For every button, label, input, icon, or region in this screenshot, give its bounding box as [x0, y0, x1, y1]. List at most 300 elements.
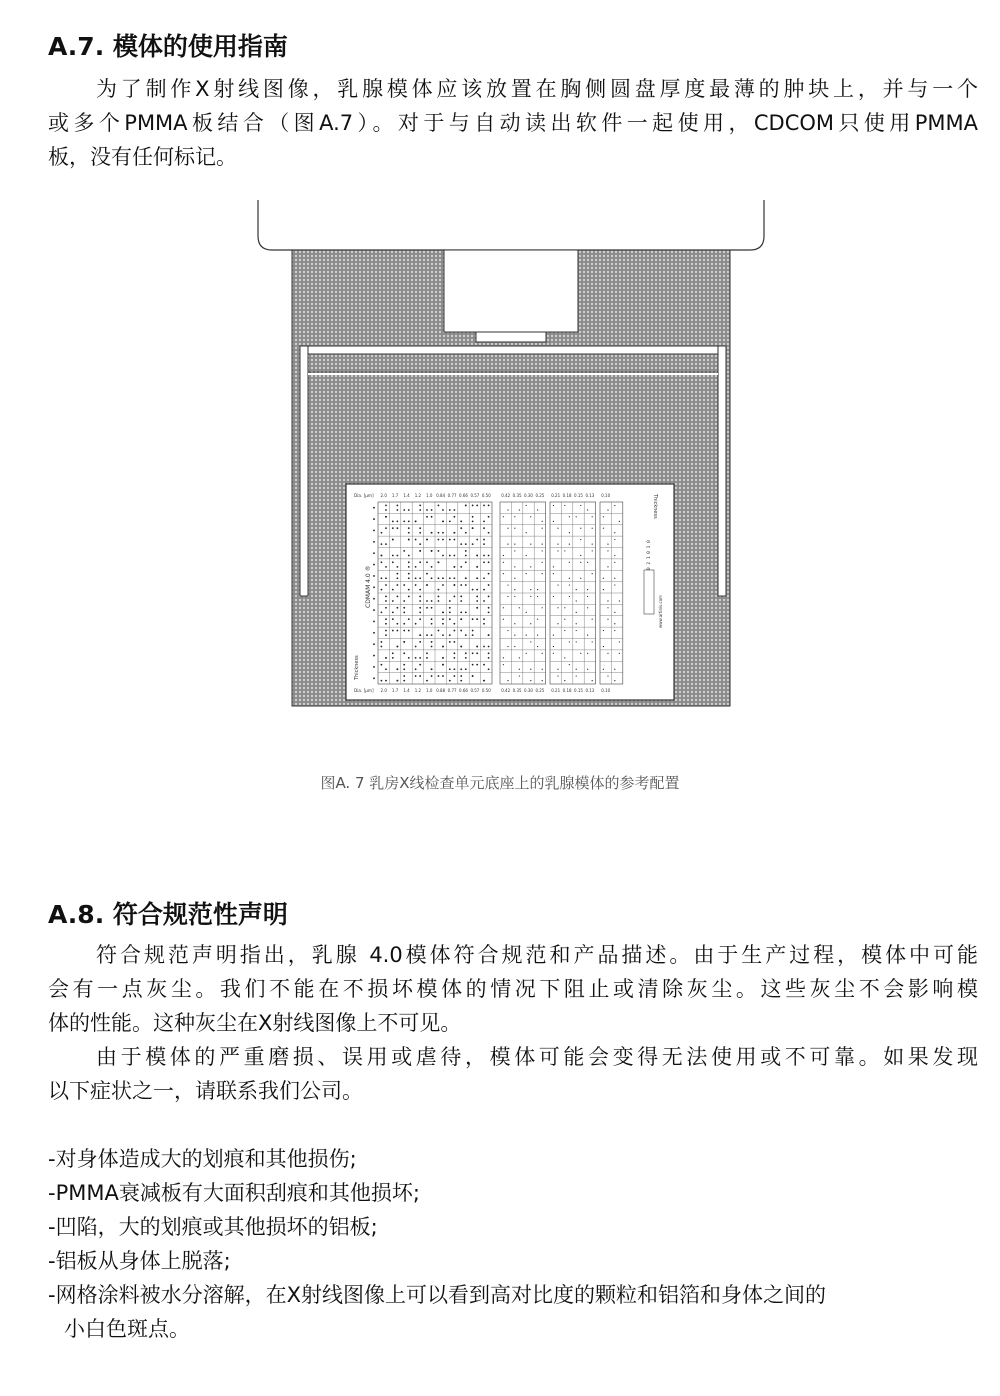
contrast-disc: [530, 543, 531, 544]
contrast-disc: [507, 528, 508, 529]
contrast-disc: [431, 646, 433, 648]
contrast-disc: [449, 509, 451, 511]
contrast-disc: [419, 505, 421, 507]
contrast-disc: [569, 532, 570, 533]
contrast-disc: [385, 668, 387, 670]
contrast-disc: [449, 520, 451, 522]
contrast-disc: [576, 600, 577, 601]
contrast-disc: [592, 528, 593, 529]
contrast-disc: [442, 646, 444, 648]
contrast-disc: [514, 516, 515, 517]
contrast-disc: [564, 619, 565, 620]
contrast-disc: [408, 573, 410, 575]
contrast-disc: [408, 520, 410, 522]
contrast-disc: [426, 509, 428, 511]
contrast-disc: [408, 532, 410, 534]
contrast-disc: [472, 589, 474, 591]
contrast-disc: [385, 623, 387, 625]
contrast-disc: [614, 612, 615, 613]
contrast-disc: [483, 527, 485, 529]
contrast-disc: [603, 589, 604, 590]
contrast-disc: [542, 607, 543, 608]
contrast-disc: [403, 623, 405, 625]
contrast-disc: [385, 600, 387, 602]
diameter-tick-label: 0.13: [585, 688, 595, 693]
contrast-disc: [449, 555, 451, 557]
contrast-disc: [472, 543, 474, 545]
contrast-disc: [392, 561, 394, 563]
contrast-disc: [403, 664, 405, 666]
diameter-tick-label: 0.15: [574, 493, 583, 498]
contrast-disc: [488, 584, 490, 586]
contrast-disc: [587, 596, 588, 597]
contrast-disc: [442, 509, 444, 511]
diameter-tick-label: 1.2: [414, 688, 422, 693]
contrast-disc: [553, 634, 554, 635]
contrast-disc: [419, 532, 421, 534]
serial-label: 0 2 1 0 1 0: [647, 540, 652, 570]
contrast-disc: [553, 521, 554, 522]
contrast-disc: [483, 589, 485, 591]
contrast-disc: [408, 539, 410, 541]
contrast-disc: [403, 652, 405, 654]
contrast-disc: [408, 566, 410, 568]
contrast-disc: [431, 516, 433, 518]
contrast-disc: [438, 675, 440, 677]
contrast-disc: [483, 539, 485, 541]
contrast-disc: [603, 646, 604, 647]
contrast-disc: [614, 669, 615, 670]
contrast-disc: [503, 607, 504, 608]
contrast-disc: [415, 646, 417, 648]
contrast-disc: [519, 509, 520, 510]
contrast-disc: [603, 516, 604, 517]
contrast-disc: [472, 516, 474, 518]
contrast-disc: [415, 539, 417, 541]
a7-paragraph-line-2: 或多个PMMA板结合（图A.7）。对于与自动读出软件一起使用，CDCOM只使用PMMA: [48, 111, 978, 135]
thickness-row-label: Thickness: [354, 655, 360, 680]
contrast-disc: [426, 652, 428, 654]
contrast-disc: [453, 630, 455, 632]
contrast-disc: [476, 664, 478, 666]
contrast-disc: [381, 611, 383, 613]
contrast-disc: [419, 509, 421, 511]
contrast-disc: [557, 584, 558, 585]
contrast-disc: [385, 634, 387, 636]
contrast-disc: [442, 577, 444, 579]
contrast-disc: [553, 566, 554, 567]
contrast-disc: [419, 641, 421, 643]
compression-paddle: [258, 200, 764, 250]
contrast-disc: [476, 539, 478, 541]
list-item: -网格涂料被水分溶解，在X射线图像上可以看到高对比度的颗粒和铝箔和身体之间的: [48, 1283, 826, 1307]
contrast-disc: [553, 653, 554, 654]
diameter-tick-label: 2.0: [380, 493, 387, 498]
contrast-disc: [385, 516, 387, 518]
contrast-disc: [449, 611, 451, 613]
contrast-disc: [553, 646, 554, 647]
contrast-disc: [488, 532, 490, 534]
contrast-disc: [607, 566, 608, 567]
list-item-continuation: 小白色斑点。: [64, 1317, 190, 1341]
contrast-disc: [542, 528, 543, 529]
contrast-disc: [542, 521, 543, 522]
contrast-disc: [381, 646, 383, 648]
contrast-disc: [530, 680, 531, 681]
contrast-disc: [587, 653, 588, 654]
contrast-disc: [396, 509, 398, 511]
contrast-disc: [592, 516, 593, 517]
thickness-marker: [373, 507, 375, 509]
contrast-disc: [385, 618, 387, 620]
contrast-disc: [569, 664, 570, 665]
contrast-disc: [396, 607, 398, 609]
contrast-disc: [576, 675, 577, 676]
contrast-disc: [530, 589, 531, 590]
contrast-disc: [396, 596, 398, 598]
contrast-disc: [453, 584, 455, 586]
diameter-tick-label: 1.4: [403, 493, 410, 498]
contrast-disc: [607, 600, 608, 601]
contrast-disc: [419, 550, 421, 552]
diameter-tick-label: 2.0: [380, 688, 387, 693]
contrast-disc: [460, 680, 462, 682]
diameter-label-bottom: Dia. [µm]: [354, 688, 374, 693]
contrast-disc: [476, 505, 478, 507]
contrast-disc: [569, 516, 570, 517]
contrast-disc: [426, 584, 428, 586]
contrast-disc: [614, 578, 615, 579]
diameter-tick-label: 0.18: [562, 688, 572, 693]
diameter-tick-label: 1.4: [403, 688, 410, 693]
contrast-disc: [419, 675, 421, 677]
contrast-disc: [526, 634, 527, 635]
contrast-disc: [415, 623, 417, 625]
contrast-disc: [607, 550, 608, 551]
contrast-disc: [453, 539, 455, 541]
diameter-tick-label: 1.2: [414, 493, 422, 498]
contrast-disc: [453, 657, 455, 659]
contrast-disc: [557, 607, 558, 608]
contrast-disc: [472, 618, 474, 620]
contrast-disc: [592, 680, 593, 681]
contrast-disc: [415, 668, 417, 670]
contrast-disc: [403, 584, 405, 586]
contrast-disc: [442, 657, 444, 659]
contrast-disc: [472, 675, 474, 677]
contrast-disc: [569, 543, 570, 544]
diameter-tick-label: 1.0: [426, 493, 433, 498]
contrast-disc: [396, 520, 398, 522]
contrast-disc: [431, 623, 433, 625]
contrast-disc: [442, 555, 444, 557]
contrast-disc: [542, 550, 543, 551]
pmma-plate-left: [300, 346, 308, 596]
contrast-disc: [392, 589, 394, 591]
pmma-plate-inner: [308, 354, 718, 372]
contrast-disc: [431, 600, 433, 602]
diameter-tick-label: 0.30: [524, 493, 533, 498]
contrast-disc: [392, 611, 394, 613]
contrast-disc: [396, 623, 398, 625]
contrast-disc: [465, 543, 467, 545]
diameter-tick-label: 0.42: [501, 493, 511, 498]
contrast-disc: [514, 550, 515, 551]
contrast-disc: [465, 584, 467, 586]
contrast-disc: [476, 577, 478, 579]
contrast-disc: [460, 646, 462, 648]
contrast-disc: [503, 619, 504, 620]
contrast-disc: [419, 611, 421, 613]
diameter-tick-label: 0.18: [562, 493, 572, 498]
contrast-disc: [453, 566, 455, 568]
contrast-disc: [557, 528, 558, 529]
contrast-disc: [476, 652, 478, 654]
a7-paragraph-line-1: 为了制作X射线图像，乳腺模体应该放置在胸侧圆盘厚度最薄的肿块上，并与一个: [96, 77, 978, 101]
contrast-disc: [564, 607, 565, 608]
contrast-disc: [385, 527, 387, 529]
contrast-disc: [465, 555, 467, 557]
thickness-marker: [373, 575, 375, 577]
contrast-disc: [408, 577, 410, 579]
contrast-disc: [403, 509, 405, 511]
contrast-disc: [569, 578, 570, 579]
a8-paragraph2-line-2: 以下症状之一，请联系我们公司。: [48, 1079, 363, 1103]
contrast-disc: [607, 653, 608, 654]
contrast-disc: [460, 611, 462, 613]
contrast-disc: [403, 607, 405, 609]
a8-paragraph1-line-2: 会有一点灰尘。我们不能在不损坏模体的情况下阻止或清除灰尘。这些灰尘不会影响模: [48, 977, 978, 1001]
contrast-disc: [453, 652, 455, 654]
diameter-tick-label: 0.10: [601, 688, 611, 693]
contrast-disc: [465, 550, 467, 552]
contrast-disc: [431, 675, 433, 677]
contrast-disc: [385, 657, 387, 659]
contrast-disc: [580, 528, 581, 529]
contrast-disc: [569, 596, 570, 597]
contrast-disc: [449, 641, 451, 643]
contrast-disc: [438, 630, 440, 632]
contrast-disc: [564, 550, 565, 551]
contrast-disc: [476, 589, 478, 591]
contrast-disc: [507, 646, 508, 647]
diameter-tick-label: 0.35: [512, 688, 522, 693]
contrast-disc: [592, 641, 593, 642]
contrast-disc: [438, 589, 440, 591]
contrast-disc: [385, 509, 387, 511]
contrast-disc: [431, 550, 433, 552]
contrast-disc: [503, 562, 504, 563]
contrast-disc: [564, 505, 565, 506]
a8-paragraph1-line-1: 符合规范声明指出，乳腺 4.0模体符合规范和产品描述。由于生产过程，模体中可能: [96, 943, 978, 967]
contrast-disc: [488, 657, 490, 659]
contrast-disc: [442, 634, 444, 636]
contrast-disc: [472, 630, 474, 632]
contrast-disc: [614, 623, 615, 624]
base-notch: [444, 250, 578, 332]
diameter-tick-label: 0.35: [512, 493, 522, 498]
contrast-disc: [514, 596, 515, 597]
contrast-disc: [438, 532, 440, 534]
contrast-disc: [426, 634, 428, 636]
contrast-disc: [587, 589, 588, 590]
diameter-tick-label: 0.77: [447, 493, 457, 498]
contrast-disc: [476, 555, 478, 557]
contrast-disc: [453, 577, 455, 579]
contrast-disc: [465, 634, 467, 636]
contrast-disc: [557, 669, 558, 670]
thickness-marker: [373, 643, 375, 645]
contrast-disc: [580, 562, 581, 563]
contrast-disc: [449, 607, 451, 609]
contrast-disc: [385, 607, 387, 609]
figure-drawing: [250, 198, 772, 712]
contrast-disc: [537, 596, 538, 597]
contrast-disc: [553, 573, 554, 574]
contrast-disc: [431, 566, 433, 568]
contrast-disc: [453, 555, 455, 557]
diameter-tick-label: 0.57: [470, 688, 480, 693]
contrast-disc: [614, 630, 615, 631]
contrast-disc: [537, 634, 538, 635]
contrast-disc: [503, 516, 504, 517]
contrast-disc: [569, 562, 570, 563]
contrast-disc: [576, 630, 577, 631]
base-notch-tab: [476, 332, 546, 342]
contrast-disc: [415, 657, 417, 659]
contrast-disc: [472, 505, 474, 507]
contrast-disc: [503, 664, 504, 665]
contrast-disc: [564, 680, 565, 681]
contrast-disc: [426, 516, 428, 518]
contrast-disc: [438, 596, 440, 598]
diameter-tick-label: 0.25: [535, 688, 545, 693]
contrast-disc: [507, 630, 508, 631]
a8-paragraph1-line-3: 体的性能。这种灰尘在X射线图像上不可见。: [48, 1011, 462, 1035]
contrast-disc: [453, 623, 455, 625]
contrast-disc: [419, 607, 421, 609]
pmma-plate-right: [718, 346, 726, 596]
contrast-disc: [396, 577, 398, 579]
contrast-disc: [442, 675, 444, 677]
contrast-disc: [442, 532, 444, 534]
contrast-disc: [426, 600, 428, 602]
contrast-disc: [449, 618, 451, 620]
contrast-disc: [526, 612, 527, 613]
thickness-marker: [373, 541, 375, 543]
contrast-disc: [483, 555, 485, 557]
contrast-disc: [472, 664, 474, 666]
contrast-disc: [408, 596, 410, 598]
thickness-marker: [373, 530, 375, 532]
contrast-disc: [569, 584, 570, 585]
contrast-disc: [442, 539, 444, 541]
contrast-disc: [465, 652, 467, 654]
thickness-marker: [373, 666, 375, 668]
contrast-disc: [537, 646, 538, 647]
contrast-disc: [392, 630, 394, 632]
contrast-disc: [449, 680, 451, 682]
contrast-disc: [488, 555, 490, 557]
contrast-disc: [431, 668, 433, 670]
contrast-disc: [403, 641, 405, 643]
contrast-disc: [396, 630, 398, 632]
contrast-disc: [592, 619, 593, 620]
contrast-disc: [592, 550, 593, 551]
contrast-disc: [519, 675, 520, 676]
contrast-disc: [557, 623, 558, 624]
contrast-disc: [408, 618, 410, 620]
contrast-disc: [564, 630, 565, 631]
contrast-disc: [396, 555, 398, 557]
contrast-disc: [476, 607, 478, 609]
contrast-disc: [419, 618, 421, 620]
contrast-disc: [415, 675, 417, 677]
contrast-disc: [431, 618, 433, 620]
contrast-disc: [488, 516, 490, 518]
contrast-disc: [465, 561, 467, 563]
contrast-disc: [419, 577, 421, 579]
thickness-marker: [373, 598, 375, 600]
contrast-disc: [465, 532, 467, 534]
contrast-disc: [514, 543, 515, 544]
contrast-disc: [438, 600, 440, 602]
contrast-disc: [557, 543, 558, 544]
contrast-disc: [557, 675, 558, 676]
contrast-disc: [392, 555, 394, 557]
contrast-disc: [408, 527, 410, 529]
thickness-marker: [373, 552, 375, 554]
contrast-disc: [396, 505, 398, 507]
contrast-disc: [488, 611, 490, 613]
thickness-marker: [373, 564, 375, 566]
contrast-disc: [587, 509, 588, 510]
contrast-disc: [507, 543, 508, 544]
contrast-disc: [415, 577, 417, 579]
contrast-disc: [419, 527, 421, 529]
diameter-tick-label: 0.66: [459, 688, 468, 693]
contrast-disc: [537, 589, 538, 590]
contrast-disc: [419, 657, 421, 659]
contrast-disc: [576, 669, 577, 670]
contrast-disc: [392, 657, 394, 659]
contrast-disc: [403, 520, 405, 522]
contrast-disc: [483, 561, 485, 563]
contrast-disc: [514, 589, 515, 590]
contrast-disc: [385, 630, 387, 632]
contrast-disc: [542, 573, 543, 574]
contrast-disc: [514, 566, 515, 567]
diameter-tick-label: 0.13: [585, 493, 595, 498]
contrast-disc: [576, 589, 577, 590]
contrast-disc: [460, 527, 462, 529]
contrast-disc: [483, 680, 485, 682]
contrast-disc: [460, 584, 462, 586]
pmma-plate-top: [300, 346, 726, 354]
contrast-disc: [460, 618, 462, 620]
contrast-disc: [614, 584, 615, 585]
contrast-disc: [483, 623, 485, 625]
contrast-disc: [381, 532, 383, 534]
contrast-disc: [488, 668, 490, 670]
contrast-disc: [483, 664, 485, 666]
contrast-disc: [530, 516, 531, 517]
contrast-disc: [580, 578, 581, 579]
diameter-tick-label: 0.15: [574, 688, 583, 693]
contrast-disc: [381, 561, 383, 563]
contrast-disc: [392, 600, 394, 602]
contrast-disc: [408, 561, 410, 563]
